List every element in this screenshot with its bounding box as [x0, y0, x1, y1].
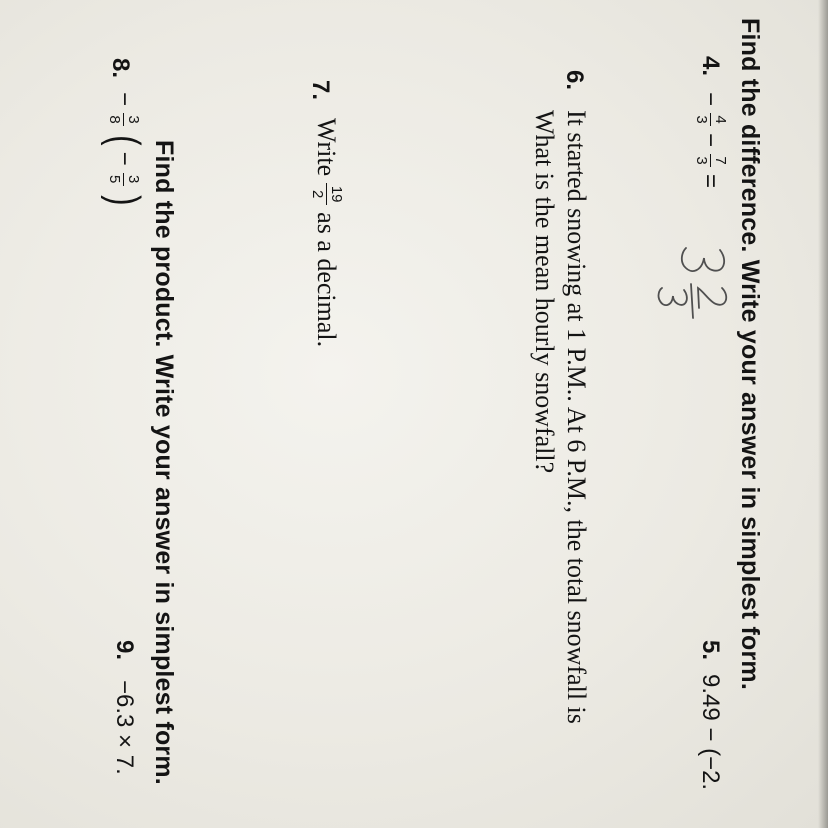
open-paren: (	[100, 135, 149, 146]
numerator: 7	[712, 156, 729, 165]
problem-5-number: 5.	[697, 640, 724, 661]
photo-edge-shadow	[818, 0, 828, 828]
section-heading-product: Find the product. Write your answer in simplest form.	[150, 140, 178, 785]
problem-6-number: 6.	[561, 70, 588, 91]
fraction-bar	[326, 183, 327, 205]
minus-sign: −	[111, 92, 138, 107]
minus-sign: −	[697, 92, 725, 107]
minus-sign: −	[111, 151, 138, 166]
fraction-7-over-3	[693, 154, 728, 167]
problem-8-expression	[100, 92, 149, 207]
problem-7-prefix: Write	[312, 118, 342, 177]
minus-sign: −	[697, 133, 725, 148]
section-heading-difference: Find the difference. Write your answer in simplest form.	[736, 18, 764, 690]
problem-9-number: 9.	[111, 640, 138, 661]
denominator: 2	[309, 189, 326, 199]
numerator: 3	[125, 115, 143, 124]
denominator: 3	[693, 156, 710, 165]
fraction-bar	[710, 113, 711, 126]
problem-7-suffix: as a decimal.	[312, 212, 342, 348]
handwriting-strokes	[652, 244, 732, 344]
handwritten-answer	[652, 244, 732, 344]
close-paren: )	[100, 194, 149, 206]
problem-7-number: 7.	[307, 80, 334, 101]
problem-6-line-1: It started snowing at 1 P.M.. At 6 P.M., the total snowfall is	[562, 110, 591, 724]
numerator: 4	[712, 115, 729, 124]
denominator: 5	[106, 175, 124, 184]
problem-4-number: 4.	[697, 56, 724, 77]
problem-6-line-2: What is the mean hourly snowfall?	[530, 110, 559, 474]
problem-8-number: 8.	[107, 58, 134, 79]
fraction-bar	[124, 173, 125, 186]
problem-9-expression: −6.3 × 7.	[111, 680, 138, 775]
fraction-19-over-2	[309, 183, 344, 205]
denominator: 3	[693, 115, 710, 124]
fraction-bar	[124, 113, 125, 126]
fraction-3-over-5	[107, 173, 142, 186]
fraction-4-over-3	[693, 113, 728, 126]
problem-7-expression	[309, 118, 344, 347]
fraction-bar	[710, 154, 711, 167]
problem-5-expression: 9.49 − (−2.	[697, 674, 724, 791]
numerator: 19	[328, 185, 345, 203]
fraction-3-over-8	[107, 113, 142, 126]
denominator: 8	[106, 115, 124, 124]
numerator: 3	[125, 175, 143, 184]
equals-sign: =	[697, 174, 725, 189]
problem-4-expression	[693, 92, 728, 188]
